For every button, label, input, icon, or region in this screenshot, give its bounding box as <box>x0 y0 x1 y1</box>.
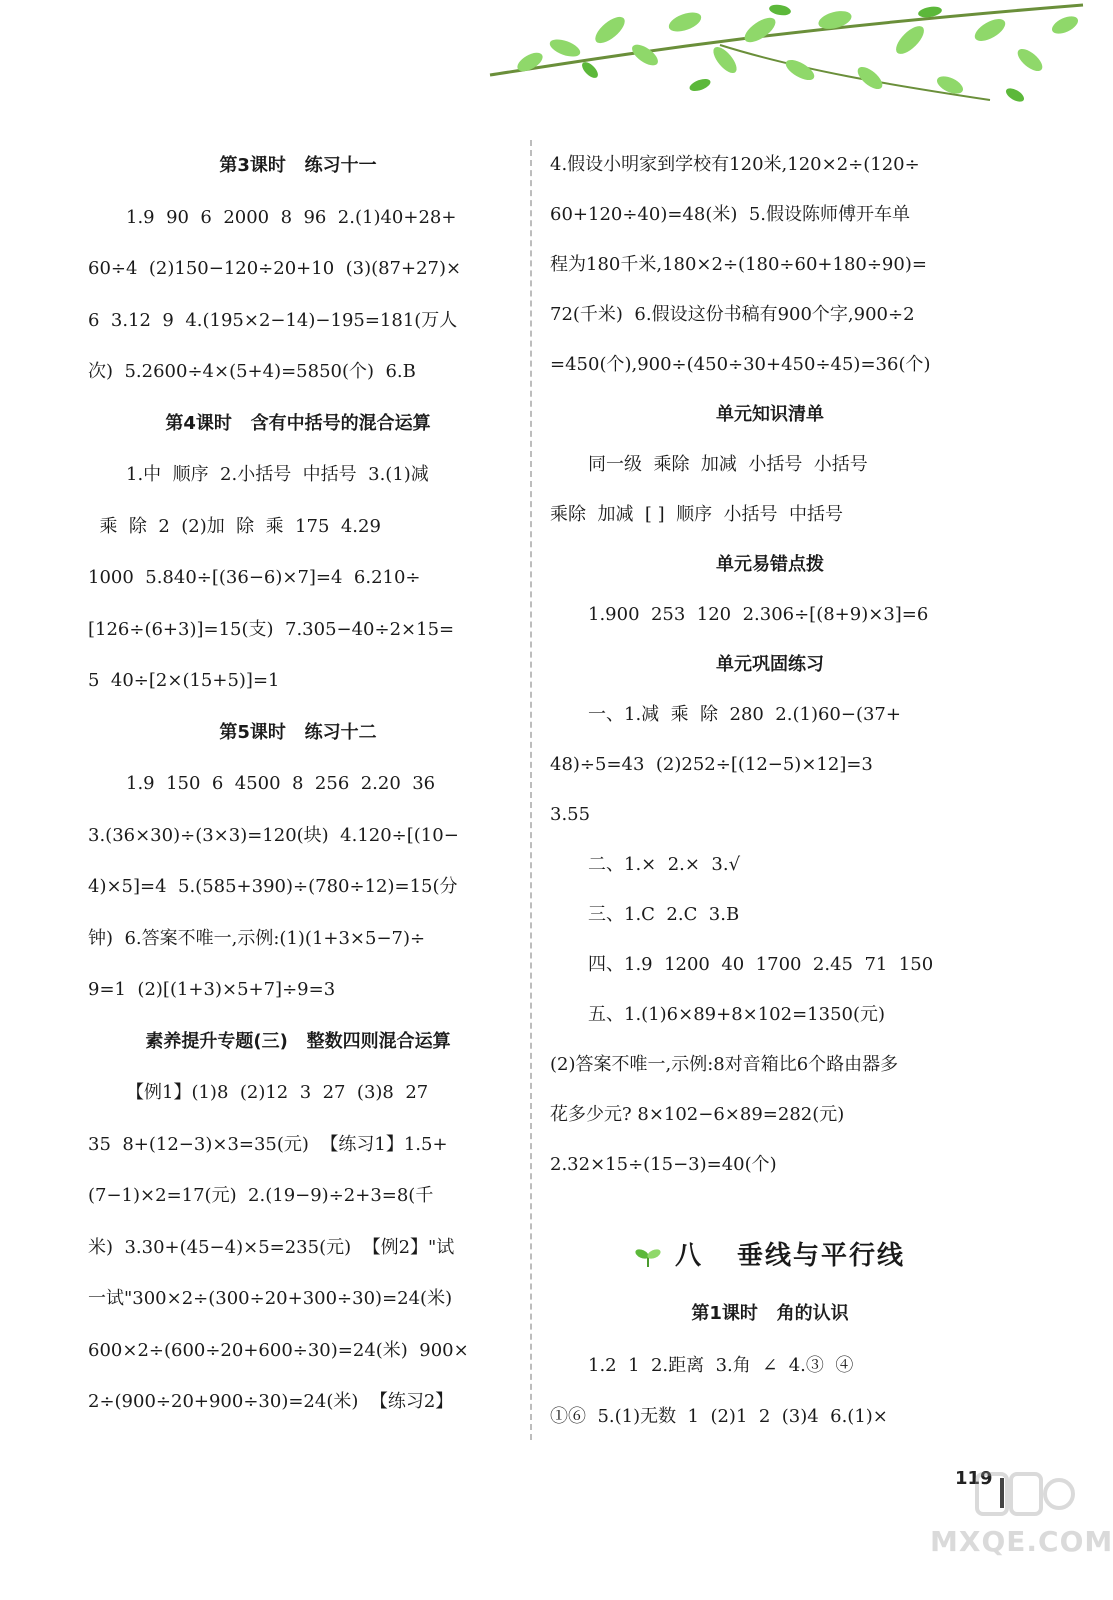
answer-line: 花多少元? 8×102−6×89=282(元) <box>550 1104 845 1125</box>
answer-line: 同一级 乘除 加减 小括号 小括号 <box>588 454 868 475</box>
answer-line: 一、1.减 乘 除 280 2.(1)60−(37+ <box>588 704 901 725</box>
answer-line: 三、1.C 2.C 3.B <box>588 904 740 925</box>
answer-line: 3.(36×30)÷(3×3)=120(块) 4.120÷[(10− <box>88 824 459 846</box>
answer-line: 600×2÷(600÷20+600÷30)=24(米) 900× <box>88 1339 469 1361</box>
answer-line: (2)答案不唯一,示例:8对音箱比6个路由器多 <box>550 1054 899 1075</box>
section-heading: 单元知识清单 <box>716 404 824 425</box>
answer-line: 3.55 <box>550 804 591 825</box>
answer-line: 2÷(900÷20+900÷30)=24(米) 【练习2】 <box>88 1391 454 1412</box>
answer-line: (7−1)×2=17(元) 2.(19−9)÷2+3=8(千 <box>88 1185 434 1206</box>
answer-line: 程为180千米,180×2÷(180÷60+180÷90)= <box>550 254 927 275</box>
answer-line: 2.32×15÷(15−3)=40(个) <box>550 1154 777 1175</box>
answer-line: 4)×5]=4 5.(585+390)÷(780÷12)=15(分 <box>88 876 458 897</box>
answer-line: 4.假设小明家到学校有120米,120×2÷(120÷ <box>550 154 920 175</box>
answer-line: 1.中 顺序 2.小括号 中括号 3.(1)减 <box>126 464 429 485</box>
right-column <box>550 140 990 1190</box>
answer-line: 五、1.(1)6×89+8×102=1350(元) <box>588 1004 886 1025</box>
chapter-number: 八 <box>674 1241 703 1271</box>
answer-line: 乘 除 2 (2)加 除 乘 175 4.29 <box>88 515 381 537</box>
answer-line: 一试"300×2÷(300÷20+300÷30)=24(米) <box>88 1288 453 1309</box>
answer-line: 乘除 加减 [ ] 顺序 小括号 中括号 <box>550 504 843 525</box>
answer-line: 60÷4 (2)150−120÷20+10 (3)(87+27)× <box>88 258 462 279</box>
answer-line: =450(个),900÷(450÷30+450÷45)=36(个) <box>550 354 931 375</box>
left-column <box>88 140 508 1428</box>
chapter-heading <box>550 1235 990 1272</box>
leaf-branch-decoration <box>470 0 1083 110</box>
answer-line: 5 40÷[2×(15+5)]=1 <box>88 670 280 691</box>
answer-line: 35 8+(12−3)×3=35(元) 【练习1】1.5+ <box>88 1133 448 1155</box>
chapter-title: 垂线与平行线 <box>737 1241 906 1271</box>
watermark-logo-icon <box>975 1470 1075 1520</box>
answer-line: 钟) 6.答案不唯一,示例:(1)(1+3×5−7)÷ <box>88 927 426 949</box>
section-heading: 第3课时 练习十一 <box>219 155 377 176</box>
answer-line: 1.9 90 6 2000 8 96 2.(1)40+28+ <box>126 206 457 228</box>
answer-line: 二、1.× 2.× 3.√ <box>588 854 741 875</box>
section-heading: 第5课时 练习十二 <box>219 721 377 743</box>
section-heading: 第1课时 角的认识 <box>691 1303 849 1324</box>
answer-line: 60+120÷40)=48(米) 5.假设陈师傅开车单 <box>550 204 910 225</box>
page-number: 119 <box>955 1468 993 1489</box>
answer-line: 1000 5.840÷[(36−6)×7]=4 6.210÷ <box>88 567 421 588</box>
right-column-section-2 <box>550 1288 990 1443</box>
section-heading: 第4课时 含有中括号的混合运算 <box>165 412 431 434</box>
section-heading: 素养提升专题(三) 整数四则混合运算 <box>145 1030 451 1052</box>
answer-line: 米) 3.30+(45−4)×5=235(元) 【例2】"试 <box>88 1236 455 1258</box>
answer-line: 四、1.9 1200 40 1700 2.45 71 150 <box>588 954 934 975</box>
answer-line: 6 3.12 9 4.(195×2−14)−195=181(万人 <box>88 309 458 331</box>
answer-line: 【例1】(1)8 (2)12 3 27 (3)8 27 <box>126 1082 429 1103</box>
section-heading: 单元巩固练习 <box>716 654 824 675</box>
answer-line: 9=1 (2)[(1+3)×5+7]÷9=3 <box>88 979 336 1000</box>
answer-line: [126÷(6+3)]=15(支) 7.305−40÷2×15= <box>88 618 455 640</box>
column-divider <box>530 140 532 1440</box>
section-heading: 单元易错点拨 <box>716 554 824 575</box>
answer-line: ①⑥ 5.(1)无数 1 (2)1 2 (3)4 6.(1)× <box>550 1406 888 1427</box>
answer-line: 48)÷5=43 (2)252÷[(12−5)×12]=3 <box>550 754 873 775</box>
answer-line: 1.2 1 2.距离 3.角 ∠ 4.③ ④ <box>588 1354 854 1376</box>
answer-line: 1.900 253 120 2.306÷[(8+9)×3]=6 <box>588 604 929 625</box>
answer-line: 1.9 150 6 4500 8 256 2.20 36 <box>126 773 436 794</box>
answer-line: 次) 5.2600÷4×(5+4)=5850(个) 6.B <box>88 361 416 382</box>
watermark-text: MXQE.COM <box>930 1525 1113 1558</box>
answer-line: 72(千米) 6.假设这份书稿有900个字,900÷2 <box>550 304 915 325</box>
sprout-icon <box>635 1246 661 1268</box>
